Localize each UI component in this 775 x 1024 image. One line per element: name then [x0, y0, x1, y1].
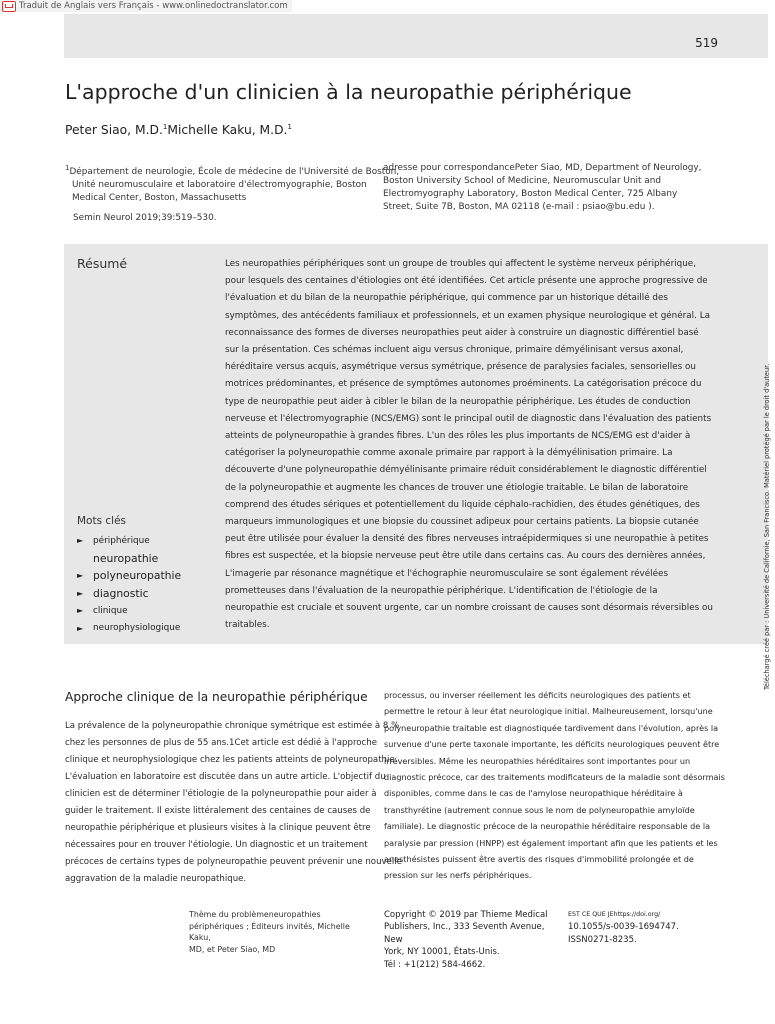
footer-copyright-line: Tél : +1(212) 584-4662.	[384, 959, 486, 970]
abstract-line: de la polyneuropathie et augmente les chances de trouver une étiologie traitable. Le bilan de laboratoire	[225, 482, 689, 493]
correspondence-line: Electromyography Laboratory, Boston Medical Center, 725 Albany	[383, 189, 678, 199]
bullet-arrow-icon: ►	[77, 606, 84, 616]
abstract-line: fibres est suspectée, et la biopsie nerveuse peut être utile dans certains cas. Au cours des dernières années,	[225, 551, 706, 562]
body-line: aggravation de la maladie neuropathique.	[65, 874, 247, 884]
footer-theme-line: périphériques ; Éditeurs invités, Michelle Kaku,	[189, 921, 350, 942]
body-line: chez les personnes de plus de 55 ans.1Cet article est dédié à l'approche	[65, 738, 378, 748]
keyword-label: diagnostic	[93, 586, 149, 600]
keywords-list	[77, 532, 181, 637]
body-line: anesthésistes puissent être avertis des risques d'immobilité prolongée et de	[384, 854, 694, 865]
keyword-item	[77, 620, 181, 638]
abstract-line: motrices prédominantes, et présence de symptômes autonomes proéminents. La catégorisation précoce du	[225, 379, 702, 390]
body-column-left	[65, 718, 402, 888]
bullet-arrow-icon: ►	[77, 623, 84, 633]
body-line: processus, ou inverser réellement les déficits neurologiques des patients et	[384, 690, 691, 700]
author-2-sup: 1	[287, 123, 292, 131]
footer-copyright	[384, 909, 564, 971]
abstract-line: traitables.	[225, 620, 270, 631]
author-2: Michelle Kaku, M.D.	[167, 123, 288, 138]
keyword-label: neurophysiologique	[93, 623, 181, 634]
translator-banner[interactable]	[0, 0, 292, 12]
footer-doi	[568, 909, 763, 946]
side-copyright-note	[759, 360, 775, 690]
affiliation-line: Unité neuromusculaire et laboratoire d'électromyographie, Boston	[72, 179, 367, 190]
body-line: familiale). Le diagnostic précoce de la neuropathie héréditaire responsable de la	[384, 821, 711, 832]
abstract-line: symptômes, des antécédents familiaux et professionnels, et un examen physique neurologique et général. La	[225, 310, 711, 321]
abstract-line: découverte d'une polyneuropathie démyélinisante primaire réduit considérablement le diagnostic différentiel	[225, 465, 707, 476]
author-1-sup: 1	[162, 123, 168, 131]
body-line: pression sur les nerfs périphériques.	[384, 870, 532, 881]
abstract-line: peut être utilisée pour évaluer la densité des fibres nerveuses intraépidermiques si une neuropathie à petites	[225, 534, 709, 545]
body-line: transthyrétine (autrement connue sous le nom de polyneuropathie amyloïde	[384, 804, 695, 815]
keyword-label: polyneuropathie	[93, 569, 182, 583]
abstract-line: héréditaire versus acquis, asymétrique versus symétrique, présence de paralysies faciales, sensorielles ou	[225, 362, 696, 373]
affiliation	[65, 162, 400, 205]
bullet-arrow-icon: ►	[77, 588, 84, 598]
keyword-item	[77, 532, 181, 550]
abstract-line: comprend des études sériques et potentiellement du liquide céphalo-rachidien, des études génétiques, des	[225, 499, 700, 510]
body-line: guider le traitement. Il existe littéralement des centaines de causes de	[65, 806, 371, 816]
keyword-item	[77, 550, 181, 568]
abstract-line: L'imagerie par résonance magnétique et l'échographie neuromusculaire se sont également révélées	[225, 568, 669, 579]
header-band	[64, 14, 768, 58]
page-number: 519	[695, 36, 718, 50]
body-line: précoces de certains types de polyneuropathie peuvent prévenir une nouvelle	[65, 857, 402, 867]
abstract-line: atteints de polyneuropathie à grandes fibres. L'un des rôles les plus importants de NCS/EMG est d'aider à	[225, 431, 691, 442]
correspondence-line: Boston University School of Medicine, Neuromuscular Unit and	[383, 176, 662, 186]
authors	[65, 123, 292, 137]
correspondence-address	[383, 162, 703, 214]
body-line: diagnostic précoce, car des traitements modificateurs de la maladie sont désormais	[384, 772, 725, 783]
translator-banner-text[interactable]: Traduit de Anglais vers Français - www.onlinedoctranslator.com	[19, 1, 288, 11]
footer-copyright-line: Copyright © 2019 par Thieme Medical	[384, 910, 548, 920]
translator-logo-icon	[2, 1, 16, 12]
footer-theme	[189, 909, 364, 955]
abstract-line: reconnaissance des formes de diverses neuropathies peut aider à construire un diagnostic différentiel basé	[225, 327, 699, 338]
body-line: survenue d'une perte taxonale importante, les déficits neurologiques peuvent être	[384, 739, 720, 750]
abstract-line: nerveuse et l'électromyographie (NCS/EMG) sont le principal outil de diagnostic dans l'évaluation des patients	[225, 413, 712, 424]
body-column-right	[384, 687, 725, 884]
footer-doi-line: 10.1055/s-0039-1694747.	[568, 922, 679, 933]
keyword-label: clinique	[93, 605, 128, 616]
keyword-item	[77, 567, 181, 585]
article-title: L'approche d'un clinicien à la neuropathie périphérique	[65, 80, 632, 104]
body-line: paralysie par pression (HNPP) est également important afin que les patients et les	[384, 837, 718, 848]
correspondence-line: adresse pour correspondancePeter Siao, MD, Department of Neurology,	[383, 163, 702, 173]
footer-doi-label: EST CE QUE JEhttps://doi.org/	[568, 911, 661, 918]
journal-reference: Semin Neurol 2019;39:519–530.	[73, 213, 217, 223]
affiliation-sup: 1	[65, 164, 70, 172]
body-line: disponibles, comme dans le cas de l'amylose neuropathique héréditaire à	[384, 788, 683, 799]
body-line: La prévalence de la polyneuropathie chronique symétrique est estimée à 8 %	[65, 721, 400, 731]
footer-doi-line: ISSN0271-8235.	[568, 934, 637, 945]
keyword-label: neuropathie	[93, 551, 159, 565]
body-line: neuropathie périphérique et plusieurs visites à la clinique peuvent être	[65, 823, 371, 833]
body-line: permettre le retour à leur état neurologique initial. Malheureusement, lorsqu'une	[384, 706, 713, 717]
abstract-line: Les neuropathies périphériques sont un groupe de troubles qui affectent le système nerveux périphérique,	[225, 259, 697, 269]
keyword-item	[77, 602, 181, 620]
body-line: irréversibles. Même les neuropathies héréditaires sont importantes pour un	[384, 755, 691, 766]
keywords-heading: Mots clés	[77, 515, 127, 527]
body-line: clinique et neurophysiologique chez les patients atteints de polyneuropathie.	[65, 755, 398, 765]
author-1: Peter Siao, M.D.	[65, 123, 163, 138]
keyword-item	[77, 585, 181, 603]
footer-copyright-line: York, NY 10001, États-Unis.	[384, 947, 500, 958]
abstract-line: sur la présentation. Ces schémas incluent aigu versus chronique, primaire démyélinisant versus axonal,	[225, 345, 684, 356]
bullet-arrow-icon: ►	[77, 571, 84, 581]
abstract-line: l'évaluation et du bilan de la neuropathie périphérique, qui commence par un historique détaillé des	[225, 293, 669, 304]
body-line: nécessaires pour en trouver l'étiologie. Un diagnostic et un traitement	[65, 840, 368, 850]
abstract-line: type de neuropathie peut aider à cibler le bilan de la neuropathie périphérique. Les études de conduction	[225, 396, 691, 407]
footer-copyright-line: Publishers, Inc., 333 Seventh Avenue, New	[384, 922, 545, 945]
doi-link[interactable]: https://doi.org/	[613, 911, 661, 918]
abstract-heading: Résumé	[77, 256, 128, 271]
side-copyright-text: Téléchargé créé par : Université de Californie, San Francisco. Matériel protégé par le droit d'auteur.	[763, 363, 771, 690]
keyword-label: périphérique	[93, 535, 150, 546]
abstract-line: neuropathie est cruciale et souvent urgente, car un nombre croissant de causes sont désormais réversibles ou	[225, 603, 713, 614]
abstract-line: catégoriser la polyneuropathie comme axonale primaire par rapport à la démyélinisation primaire. La	[225, 448, 673, 459]
footer-theme-line: Thème du problèmeneuropathies	[189, 910, 321, 919]
body-line: clinicien est de déterminer l'étiologie de la polyneuropathie pour aider à	[65, 789, 377, 799]
section-heading: Approche clinique de la neuropathie périphérique	[65, 690, 368, 704]
abstract-line: marqueurs immunologiques et une biopsie du coussinet adipeux pour certains patients. La biopsie cutanée	[225, 517, 699, 528]
abstract-body	[225, 256, 713, 634]
correspondence-line: Street, Suite 7B, Boston, MA 02118 (e-mail : psiao@bu.edu ).	[383, 202, 655, 212]
affiliation-line: $^1$Département de neurologie, École de médecine de l'Université de Boston,	[65, 164, 400, 177]
abstract-line: prometteuses dans l'évaluation de la neuropathie périphérique. L'identification de l'étiologie de la	[225, 585, 658, 596]
abstract-line: pour lesquels des centaines d'étiologies ont été identifiées. Cet article présente une approche progressive de	[225, 276, 708, 287]
affiliation-line: Medical Center, Boston, Massachusetts	[72, 192, 247, 203]
body-line: L'évaluation en laboratoire est discutée dans un autre article. L'objectif du	[65, 772, 386, 782]
body-line: polyneuropathie traitable est diagnostiquée tardivement dans l'évolution, après la	[384, 722, 719, 733]
bullet-arrow-icon: ►	[77, 536, 84, 546]
footer-theme-line: MD, et Peter Siao, MD	[189, 944, 276, 954]
